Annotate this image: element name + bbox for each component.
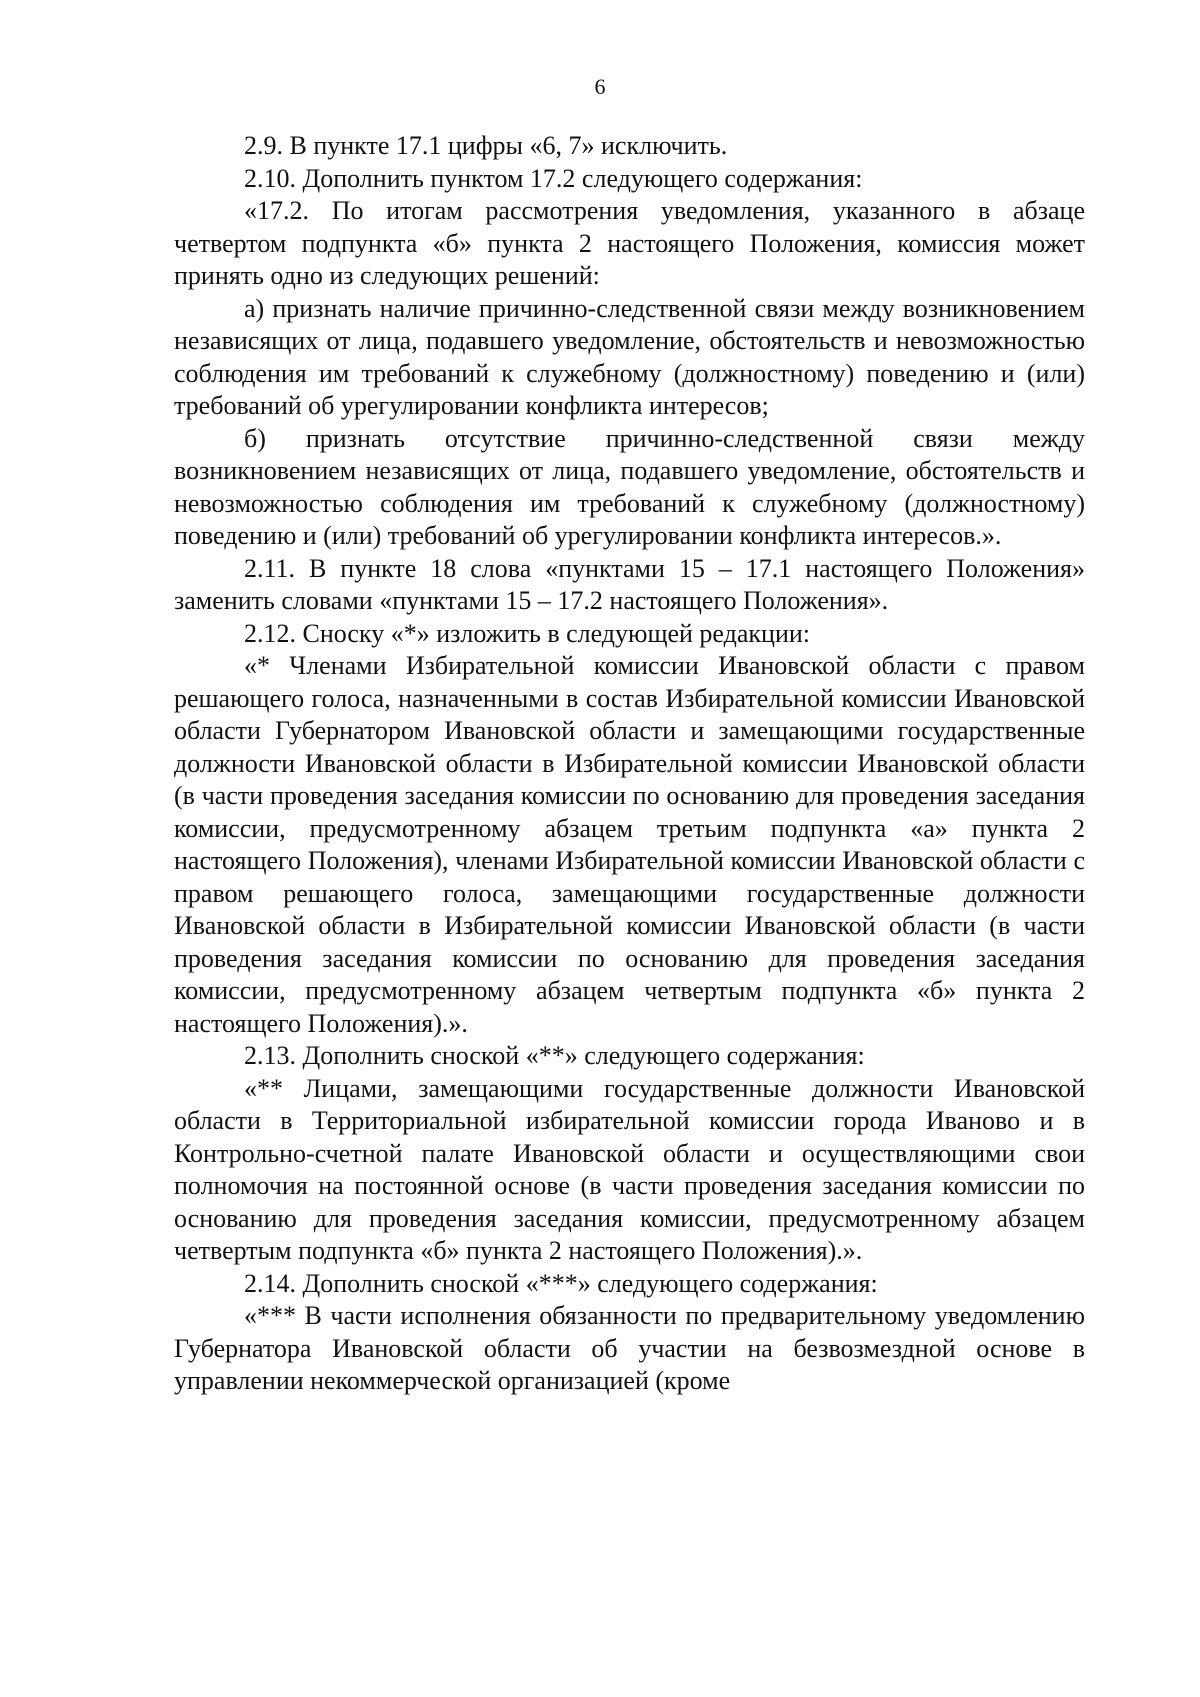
page-number: 6 (594, 74, 606, 99)
paragraph-2-11: 2.11. В пункте 18 слова «пунктами 15 – 17.1 настоящего Положения» заменить словами «пунктами 15 – 17.2 настоящего Положения». (174, 553, 1085, 615)
paragraph-2-10: 2.10. Дополнить пунктом 17.2 следующего содержания: (244, 163, 863, 193)
document-body (174, 130, 1085, 1398)
paragraph-2-9: 2.9. В пункте 17.1 цифры «6, 7» исключить. (244, 131, 728, 160)
paragraph-2-13: 2.13. Дополнить сноской «**» следующего содержания: (244, 1041, 865, 1070)
footnote-single-star: «* Членами Избирательной комиссии Ивановской области с правом решающего голоса, назначенными в состав Избирательной комиссии Ивановской области Губернатором Ивановской области и замещающими государственные должности Ивановской области в Избирательной комиссии Ивановской области (в части проведения заседания комиссии по основанию для проведения заседания комиссии, предусмотренному абзацем третьим подпункта «а» пункта 2 настоящего Положения), членами Избирательной комиссии Ивановской области с правом решающего голоса, замещающими государственные должности Ивановской области в Избирательной комиссии Ивановской области (в части проведения заседания комиссии по основанию для проведения заседания комиссии, предусмотренному абзацем четвертым подпункта «б» пункта 2 настоящего Положения).». (174, 651, 1085, 1038)
paragraph-17-2-a: а) признать наличие причинно-следственной связи между возникновением независящих от лица, подавшего уведомление, обстоятельств и невозможностью соблюдения им требований к служебному (должностному) поведению и (или) требований об урегулировании конфликта интересов; (174, 293, 1085, 420)
paragraph-17-2-b: б) признать отсутствие причинно-следственной связи между возникновением независящих от лица, подавшего уведомление, обстоятельств и невозможностью соблюдения им требований к служебному (должностному) поведению и (или) требований об урегулировании конфликта интересов.». (174, 423, 1085, 550)
paragraph-17-2: «17.2. По итогам рассмотрения уведомления, указанного в абзаце четвертом подпункта «б» пункта 2 настоящего Положения, комиссия может принять одно из следующих решений: (174, 196, 1085, 290)
paragraph-2-14: 2.14. Дополнить сноской «***» следующего содержания: (244, 1268, 878, 1298)
paragraph-2-12: 2.12. Сноску «*» изложить в следующей редакции: (244, 618, 810, 648)
footnote-double-star: «** Лицами, замещающими государственные должности Ивановской области в Территориальной избирательной комиссии города Иваново и в Контрольно-счетной палате Ивановской области и осуществляющими свои полномочия на постоянной основе (в части проведения заседания комиссии по основанию для проведения заседания комиссии, предусмотренному абзацем четвертым подпункта «б» пункта 2 настоящего Положения).». (174, 1073, 1085, 1265)
footnote-triple-star: «*** В части исполнения обязанности по предварительному уведомлению Губернатора Ивановской области об участии на безвозмездной основе в управлении некоммерческой организацией (кроме (174, 1301, 1085, 1395)
